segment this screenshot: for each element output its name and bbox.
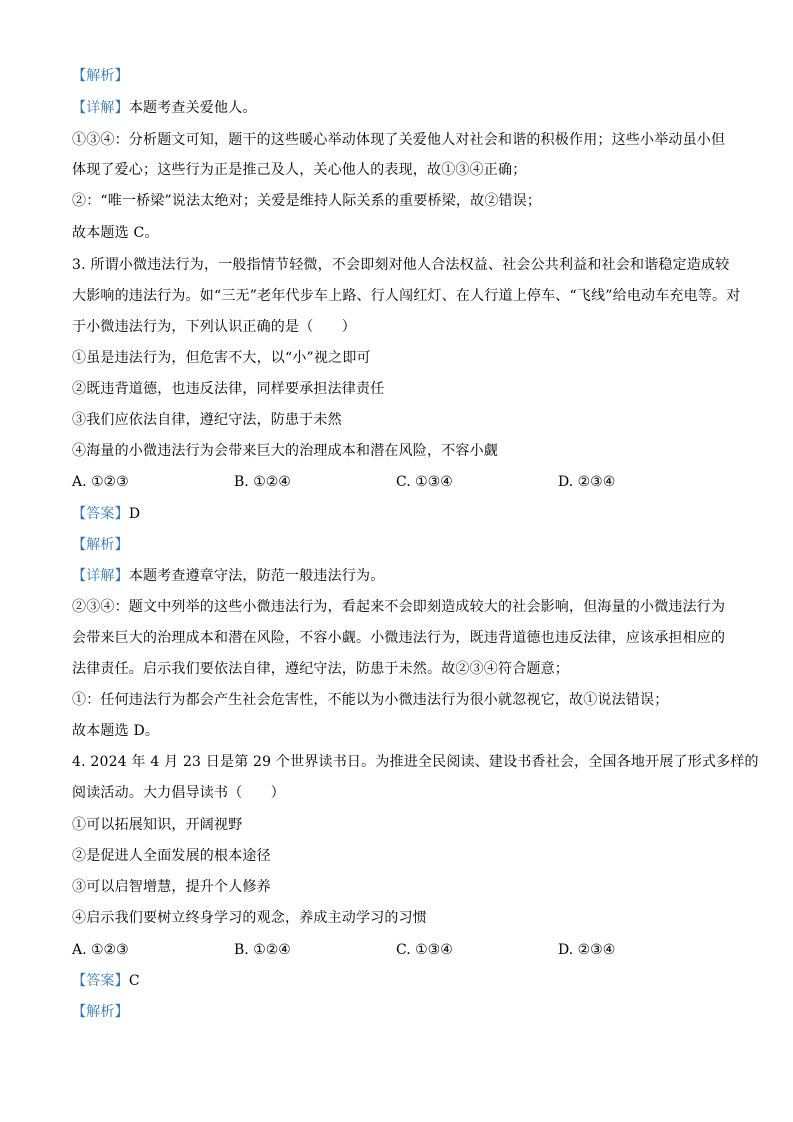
statement-item: ④海量的小微违法行为会带来巨大的治理成本和潜在风险，不容小觑 (72, 443, 498, 459)
detail-line (72, 566, 384, 586)
question-stem-line: 3. 所谓小微违法行为，一般指情节轻微，不会即刻对他人合法权益、社会公共利益和社会和谐稳定造成较 (72, 257, 730, 273)
option-d: D. ②③④ (558, 942, 616, 958)
statement-item: ③可以启智增慧，提升个人修养 (72, 879, 271, 895)
answer-value: C (128, 973, 140, 989)
analysis-tag: 【解析】 (72, 537, 129, 553)
detail-text: 本题考查遵章守法，防范一般违法行为。 (128, 568, 385, 584)
answer-value: D (128, 506, 141, 522)
option-b: B. ①②④ (234, 942, 291, 958)
option-c: C. ①③④ (396, 942, 453, 958)
detail-text: 本题考查关爱他人。 (128, 100, 257, 116)
answer-tag: 【答案】 (72, 973, 129, 989)
option-c: C. ①③④ (396, 474, 453, 490)
statement-item: ②是促进人全面发展的根本途径 (72, 848, 271, 864)
detail-tag: 【详解】 (72, 100, 129, 116)
statement-item: ①虽是违法行为，但危害不大，以“小”视之即可 (72, 350, 371, 366)
analysis-paragraph-line: ②：“唯一桥梁”说法太绝对；关爱是维持人际关系的重要桥梁，故②错误； (72, 193, 542, 209)
statement-item: ③我们应依法自律，遵纪守法，防患于未然 (72, 412, 342, 428)
detail-line (72, 98, 257, 118)
statement-item: ④启示我们要树立终身学习的观念，养成主动学习的习惯 (72, 910, 427, 926)
option-b: B. ①②④ (234, 474, 291, 490)
analysis-tag: 【解析】 (72, 68, 129, 84)
answer-tag: 【答案】 (72, 506, 129, 522)
analysis-paragraph-line: 体现了爱心；这些行为正是推己及人，关心他人的表现，故①③④正确； (72, 162, 527, 178)
question-stem-line: 于小微违法行为，下列认识正确的是（ ） (72, 319, 356, 335)
option-d: D. ②③④ (558, 474, 616, 490)
question-stem-line: 阅读活动。大力倡导读书（ ） (72, 785, 285, 801)
statement-item: ①可以拓展知识，开阔视野 (72, 817, 243, 833)
statement-item: ②既违背道德，也违反法律，同样要承担法律责任 (72, 381, 385, 397)
conclusion-line: 故本题选 D。 (72, 723, 160, 739)
conclusion-line: 故本题选 C。 (72, 225, 159, 241)
option-a: A. ①②③ (72, 942, 129, 958)
analysis-paragraph-line: 会带来巨大的治理成本和潜在风险，不容小觑。小微违法行为，既违背道德也违反法律，应该承担相应的 (72, 630, 726, 646)
analysis-tag: 【解析】 (72, 1004, 129, 1020)
analysis-paragraph-line: 法律责任。启示我们要依法自律，遵纪守法，防患于未然。故②③④符合题意； (72, 661, 569, 677)
analysis-paragraph-line: ①：任何违法行为都会产生社会危害性，不能以为小微违法行为很小就忽视它，故①说法错误； (72, 692, 669, 708)
question-stem-line: 大影响的违法行为。如“三无”老年代步车上路、行人闯红灯、在人行道上停车、“飞线”给电动车充电等。对 (72, 288, 741, 304)
answer-line (72, 504, 140, 524)
detail-tag: 【详解】 (72, 568, 129, 584)
question-stem-line: 4. 2024 年 4 月 23 日是第 29 个世界读书日。为推进全民阅读、建设书香社会，全国各地开展了形式多样的 (72, 754, 759, 770)
answer-line (72, 971, 140, 991)
option-a: A. ①②③ (72, 474, 129, 490)
analysis-paragraph-line: ①③④：分析题文可知，题干的这些暖心举动体现了关爱他人对社会和谐的积极作用；这些小举动虽小但 (72, 132, 726, 148)
analysis-paragraph-line: ②③④：题文中列举的这些小微违法行为，看起来不会即刻造成较大的社会影响，但海量的小微违法行为 (72, 599, 726, 615)
